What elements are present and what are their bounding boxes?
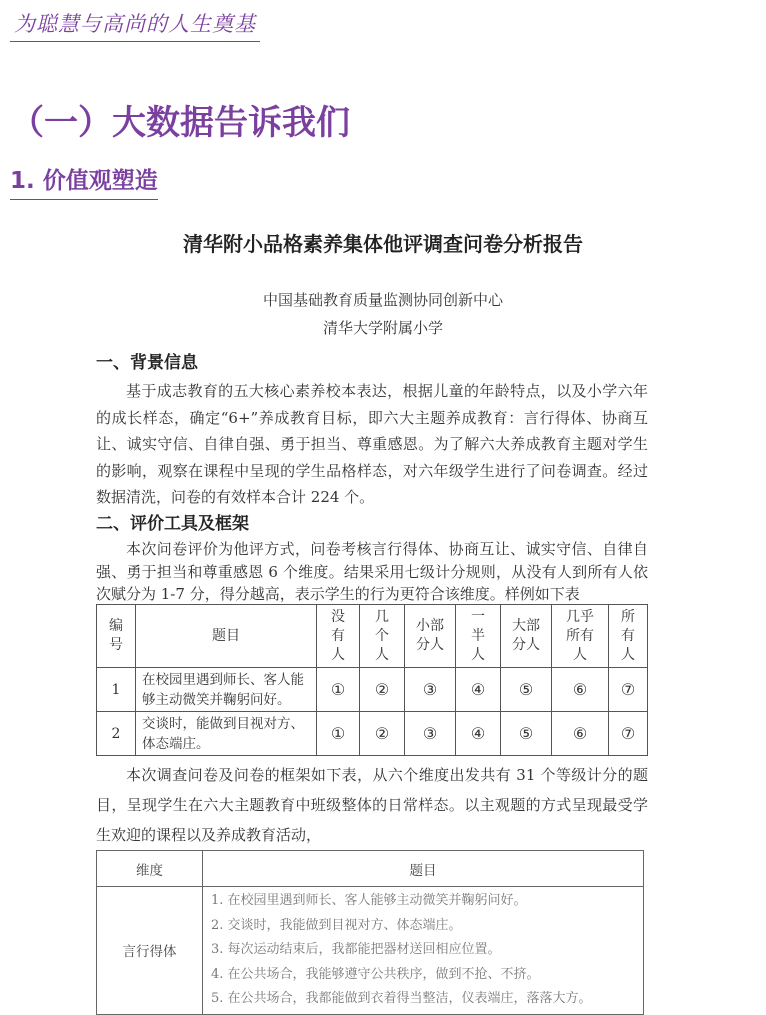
items-cell bbox=[203, 887, 644, 1015]
table-row bbox=[97, 887, 644, 1015]
option-2: ② bbox=[360, 712, 405, 756]
option-5: ⑤ bbox=[501, 712, 552, 756]
page-banner: 为聪慧与高尚的人生奠基 bbox=[10, 8, 260, 42]
option-6: ⑥ bbox=[552, 668, 609, 712]
list-item: 4. 在公共场合，我能够遵守公共秩序，做到不抢、不挤。 bbox=[211, 966, 540, 982]
col-header-almost-all: 几乎 所有 人 bbox=[552, 605, 609, 668]
section-1-title: 一、背景信息 bbox=[96, 353, 198, 373]
col-header-none: 没 有 人 bbox=[317, 605, 360, 668]
section-2-title: 二、评价工具及框架 bbox=[96, 514, 249, 534]
col-header-number: 编 号 bbox=[97, 605, 136, 668]
option-5: ⑤ bbox=[501, 668, 552, 712]
option-4: ④ bbox=[456, 668, 501, 712]
col-header-few: 几 个 人 bbox=[360, 605, 405, 668]
col-header-question: 题目 bbox=[136, 605, 317, 668]
dimension-cell: 言行得体 bbox=[97, 887, 203, 1015]
option-4: ④ bbox=[456, 712, 501, 756]
col-header-most: 大部 分人 bbox=[501, 605, 552, 668]
list-item: 2. 交谈时，我能做到目视对方、体态端庄。 bbox=[211, 917, 462, 933]
report-title: 清华附小品格素养集体他评调查问卷分析报告 bbox=[183, 232, 583, 256]
option-3: ③ bbox=[405, 668, 456, 712]
sample-table-header-row bbox=[97, 605, 648, 668]
subsection-heading: 1. 价值观塑造 bbox=[10, 162, 158, 200]
framework-table bbox=[96, 850, 644, 1015]
sample-questionnaire-table bbox=[96, 604, 648, 756]
section-heading: （一）大数据告诉我们 bbox=[10, 103, 350, 143]
framework-header-row bbox=[97, 851, 644, 887]
row-question: 在校园里遇到师长、客人能够主动微笑并鞠躬问好。 bbox=[136, 668, 317, 712]
option-1: ① bbox=[317, 712, 360, 756]
list-item: 3. 每次运动结束后，我都能把器材送回相应位置。 bbox=[211, 942, 501, 957]
col-header-all: 所 有 人 bbox=[609, 605, 648, 668]
col-header-half: 一 半 人 bbox=[456, 605, 501, 668]
report-org-2: 清华大学附属小学 bbox=[322, 319, 443, 337]
section-1-text: 基于成志教育的五大核心素养校本表达，根据儿童的年龄特点，以及小学六年的成长样态，确定“6+”养成教育目标，即六大主题养成教育：言行得体、协商互让、诚实守信、自律自强、勇于担当、尊重感恩。为了解六大养成教育主题对学生的影响，观察在课程中呈现的学生品格样态，对六年级学生进行了问卷调查。经过数据清洗，问卷的有效样本合计 224 个。 bbox=[96, 382, 648, 506]
col-header-items: 题目 bbox=[203, 851, 644, 887]
option-6: ⑥ bbox=[552, 712, 609, 756]
table-row bbox=[97, 668, 648, 712]
option-7: ⑦ bbox=[609, 712, 648, 756]
option-3: ③ bbox=[405, 712, 456, 756]
framework-text: 本次调查问卷及问卷的框架如下表，从六个维度出发共有 31 个等级计分的题目，呈现学生在六大主题教育中班级整体的日常样态。以主观题的方式呈现最受学生欢迎的课程以及养成教育活动， bbox=[96, 766, 648, 844]
row-question: 交谈时，能做到目视对方、体态端庄。 bbox=[136, 712, 317, 756]
section-2-text: 本次问卷评价为他评方式，问卷考核言行得体、协商互让、诚实守信、自律自强、勇于担当和尊重感恩 6 个维度。结果采用七级计分规则，从没有人到所有人依次赋分为 1-7 分，得分越高，表示学生的行为更符合该维度。样例如下表 bbox=[96, 540, 648, 603]
col-header-small-part: 小部 分人 bbox=[405, 605, 456, 668]
col-header-dimension: 维度 bbox=[97, 851, 203, 887]
list-item: 5. 在公共场合，我都能做到衣着得当整洁，仪表端庄，落落大方。 bbox=[211, 991, 592, 1006]
option-1: ① bbox=[317, 668, 360, 712]
row-number: 2 bbox=[97, 712, 136, 756]
list-item: 1. 在校园里遇到师长、客人能够主动微笑并鞠躬问好。 bbox=[211, 893, 527, 908]
row-number: 1 bbox=[97, 668, 136, 712]
option-2: ② bbox=[360, 668, 405, 712]
option-7: ⑦ bbox=[609, 668, 648, 712]
table-row bbox=[97, 712, 648, 756]
report-org-1: 中国基础教育质量监测协同创新中心 bbox=[262, 291, 503, 309]
